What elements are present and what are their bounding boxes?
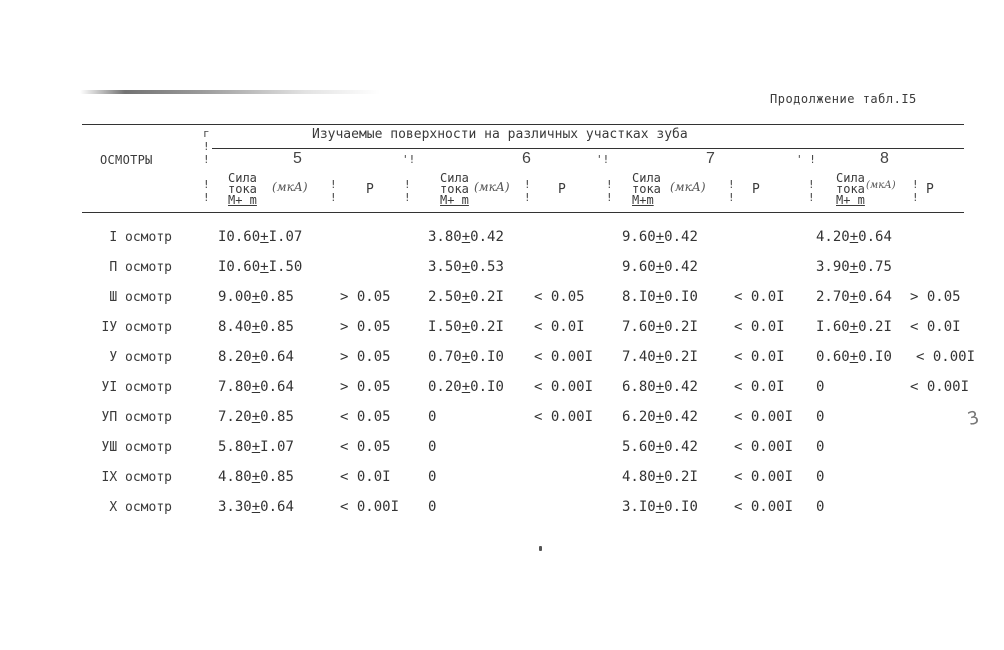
- mean-value: 0: [428, 469, 437, 485]
- plus-minus-sign: +: [251, 319, 261, 335]
- p-value-cell: < 0.0I: [734, 289, 785, 305]
- mean-value: 4.20: [816, 229, 850, 245]
- column-separator-tick: ' !: [796, 153, 816, 166]
- mean-value: 3.80: [428, 229, 462, 245]
- current-value-cell: [218, 349, 294, 365]
- plus-minus-sign: +: [461, 229, 471, 245]
- error-value: 0.64: [858, 289, 892, 305]
- error-value: 0.2I: [664, 349, 698, 365]
- current-value-cell: [428, 379, 504, 395]
- column-separator-tick: !: [808, 191, 815, 204]
- plus-minus-sign: +: [251, 379, 261, 395]
- p-value-cell: < 0.00I: [534, 379, 594, 395]
- mean-value: 9.60: [622, 259, 656, 275]
- mean-value: 0: [816, 469, 825, 485]
- plus-minus-sign: +: [849, 229, 859, 245]
- current-value-cell: [428, 259, 504, 275]
- mean-value: 5.80: [218, 439, 252, 455]
- p-value-cell: < 0.00I: [534, 349, 594, 365]
- exam-label: У осмотр: [109, 350, 172, 365]
- current-value-cell: [816, 349, 892, 365]
- plus-minus-sign: +: [655, 349, 665, 365]
- scan-smudge-line: [80, 90, 380, 94]
- mean-value: 3.90: [816, 259, 850, 275]
- error-value: 0.2I: [664, 469, 698, 485]
- error-value: 0.I0: [664, 499, 698, 515]
- mean-value: 0.60: [816, 349, 850, 365]
- error-value: 0.2I: [664, 319, 698, 335]
- mean-value: 8.I0: [622, 289, 656, 305]
- exam-label: I осмотр: [109, 230, 172, 245]
- mean-value: 9.60: [622, 229, 656, 245]
- column-separator-tick: !: [728, 178, 735, 191]
- p-label-section-6: Р: [558, 182, 566, 197]
- mean-value: 7.80: [218, 379, 252, 395]
- unit-annotation-section-7: (мкА): [670, 180, 706, 194]
- p-value-cell: < 0.00I: [734, 469, 794, 485]
- column-separator-tick: '!: [402, 153, 416, 166]
- current-value-cell: [816, 469, 824, 485]
- current-value-cell: [622, 409, 698, 425]
- p-label-section-7: Р: [752, 182, 760, 197]
- column-separator-tick: !: [912, 191, 919, 204]
- error-value: 0.64: [260, 349, 294, 365]
- mean-value: 6.20: [622, 409, 656, 425]
- column-separator-tick: !: [404, 178, 411, 191]
- p-value-cell: < 0.0I: [910, 319, 961, 335]
- column-separator-tick: !: [728, 191, 735, 204]
- mean-value: 2.70: [816, 289, 850, 305]
- surfaces-title: Изучаемые поверхности на различных участках зуба: [312, 127, 688, 142]
- error-value: 0.I0: [664, 289, 698, 305]
- force-label-line2: тока: [632, 182, 661, 196]
- p-value-cell: < 0.00I: [916, 349, 976, 365]
- current-value-cell: [816, 289, 892, 305]
- mean-value: 0.70: [428, 349, 462, 365]
- p-value-cell: < 0.00I: [734, 409, 794, 425]
- margin-handwritten-mark: 3: [965, 406, 982, 431]
- mean-value: 0: [816, 499, 825, 515]
- table-subheader-rule: [212, 148, 964, 149]
- exam-label: УШ осмотр: [101, 440, 172, 455]
- current-value-cell: [622, 319, 698, 335]
- mean-value: 8.40: [218, 319, 252, 335]
- error-value: 0.85: [260, 319, 294, 335]
- mean-value: 0.20: [428, 379, 462, 395]
- current-value-cell: [816, 319, 892, 335]
- error-value: 0.85: [260, 409, 294, 425]
- force-label-line1: Сила: [228, 171, 257, 185]
- current-value-cell: [816, 499, 824, 515]
- plus-minus-sign: +: [849, 349, 859, 365]
- current-value-cell: [218, 259, 302, 275]
- plus-minus-sign: +: [260, 229, 269, 245]
- mean-value: 5.60: [622, 439, 656, 455]
- plus-minus-sign: +: [461, 379, 471, 395]
- mean-value: 3.30: [218, 499, 252, 515]
- mean-value: 0: [428, 439, 437, 455]
- error-value: 0.42: [664, 259, 698, 275]
- mean-value: 0: [428, 499, 437, 515]
- exam-label: УП осмотр: [101, 410, 172, 425]
- p-label-section-8: Р: [926, 182, 934, 197]
- current-value-cell: [218, 229, 302, 245]
- scan-speck: [539, 546, 542, 551]
- table-top-rule: [82, 124, 964, 125]
- plus-minus-sign: +: [461, 319, 471, 335]
- current-value-cell: [816, 229, 892, 245]
- current-value-cell: [218, 409, 294, 425]
- p-value-cell: < 0.0I: [340, 469, 391, 485]
- p-value-cell: < 0.00I: [734, 439, 794, 455]
- exam-label: IУ осмотр: [101, 320, 172, 335]
- mean-value: 0: [428, 409, 437, 425]
- force-label-line2: тока: [228, 182, 257, 196]
- plus-minus-sign: +: [251, 439, 261, 455]
- p-value-cell: > 0.05: [910, 289, 961, 305]
- error-value: 0.I0: [858, 349, 892, 365]
- force-label-section-7: [632, 173, 661, 206]
- current-value-cell: [816, 409, 824, 425]
- error-value: 0.42: [664, 439, 698, 455]
- column-separator-tick: !: [203, 140, 210, 153]
- section-number-6: 6: [522, 150, 531, 167]
- force-label-line3: M+ m: [440, 193, 469, 207]
- unit-annotation-section-6: (мкА): [474, 180, 510, 194]
- mean-value: 3.50: [428, 259, 462, 275]
- p-value-cell: < 0.05: [340, 409, 391, 425]
- current-value-cell: [428, 439, 436, 455]
- force-label-line3: M+ m: [228, 193, 257, 207]
- table-continuation-label: Продолжение табл.I5: [770, 92, 917, 106]
- current-value-cell: [622, 289, 698, 305]
- mean-value: 7.20: [218, 409, 252, 425]
- error-value: 0.64: [260, 379, 294, 395]
- error-value: I.07: [260, 439, 294, 455]
- plus-minus-sign: +: [655, 379, 665, 395]
- column-separator-tick: !: [203, 191, 210, 204]
- current-value-cell: [218, 469, 294, 485]
- mean-value: 9.00: [218, 289, 252, 305]
- exam-label: П осмотр: [109, 260, 172, 275]
- force-label-line1: Сила: [632, 171, 661, 185]
- plus-minus-sign: +: [251, 409, 261, 425]
- error-value: 0.53: [470, 259, 504, 275]
- current-value-cell: [218, 379, 294, 395]
- p-value-cell: < 0.0I: [734, 319, 785, 335]
- error-value: 0.2I: [470, 289, 504, 305]
- plus-minus-sign: +: [655, 289, 665, 305]
- current-value-cell: [816, 439, 824, 455]
- p-value-cell: < 0.0I: [734, 349, 785, 365]
- column-separator-tick: '!: [596, 153, 610, 166]
- current-value-cell: [816, 379, 824, 395]
- p-value-cell: < 0.00I: [534, 409, 594, 425]
- error-value: 0.64: [260, 499, 294, 515]
- current-value-cell: [428, 289, 504, 305]
- error-value: 0.42: [470, 229, 504, 245]
- mean-value: 4.80: [622, 469, 656, 485]
- exam-label: IX осмотр: [101, 470, 172, 485]
- table-header-bottom-rule: [82, 212, 964, 213]
- current-value-cell: [218, 499, 294, 515]
- plus-minus-sign: +: [655, 319, 665, 335]
- plus-minus-sign: +: [655, 409, 665, 425]
- plus-minus-sign: +: [655, 229, 665, 245]
- p-value-cell: > 0.05: [340, 379, 391, 395]
- p-value-cell: < 0.00I: [340, 499, 400, 515]
- current-value-cell: [622, 439, 698, 455]
- error-value: 0.I0: [470, 379, 504, 395]
- plus-minus-sign: +: [251, 349, 261, 365]
- mean-value: I0.60: [218, 229, 261, 245]
- current-value-cell: [428, 319, 504, 335]
- mean-value: I.60: [816, 319, 850, 335]
- plus-minus-sign: +: [461, 259, 471, 275]
- p-value-cell: < 0.0I: [734, 379, 785, 395]
- column-separator-tick: !: [404, 191, 411, 204]
- mean-value: I.50: [428, 319, 462, 335]
- current-value-cell: [622, 499, 698, 515]
- plus-minus-sign: +: [849, 289, 859, 305]
- plus-minus-sign: +: [461, 349, 471, 365]
- current-value-cell: [622, 349, 698, 365]
- mean-value: 7.60: [622, 319, 656, 335]
- error-value: 0.75: [858, 259, 892, 275]
- current-value-cell: [816, 259, 892, 275]
- column-separator-tick: !: [606, 178, 613, 191]
- row-header-exams: ОСМОТРЫ: [100, 153, 153, 167]
- error-value: 0.42: [664, 229, 698, 245]
- plus-minus-sign: +: [655, 499, 665, 515]
- p-value-cell: < 0.0I: [534, 319, 585, 335]
- p-label-section-5: Р: [366, 182, 374, 197]
- current-value-cell: [218, 439, 294, 455]
- plus-minus-sign: +: [260, 259, 269, 275]
- error-value: 0.2I: [858, 319, 892, 335]
- force-label-line1: Сила: [440, 171, 469, 185]
- current-value-cell: [428, 229, 504, 245]
- mean-value: 0: [816, 409, 825, 425]
- error-value: 0.I0: [470, 349, 504, 365]
- current-value-cell: [218, 319, 294, 335]
- unit-annotation-section-8: (мкА): [866, 180, 896, 191]
- current-value-cell: [428, 409, 436, 425]
- mean-value: 4.80: [218, 469, 252, 485]
- section-number-8: 8: [880, 150, 889, 167]
- column-separator-tick: !: [524, 191, 531, 204]
- p-value-cell: < 0.05: [340, 439, 391, 455]
- error-value: I.07: [268, 229, 303, 245]
- force-label-line2: тока: [440, 182, 469, 196]
- current-value-cell: [428, 499, 436, 515]
- current-value-cell: [622, 259, 698, 275]
- error-value: 0.85: [260, 289, 294, 305]
- plus-minus-sign: +: [849, 319, 859, 335]
- force-label-line2: тока: [836, 182, 865, 196]
- column-separator-tick: !: [808, 178, 815, 191]
- plus-minus-sign: +: [251, 289, 261, 305]
- force-label-line1: Сила: [836, 171, 865, 185]
- p-value-cell: > 0.05: [340, 349, 391, 365]
- column-separator-tick: !: [606, 191, 613, 204]
- mean-value: 3.I0: [622, 499, 656, 515]
- mean-value: 6.80: [622, 379, 656, 395]
- mean-value: I0.60: [218, 259, 261, 275]
- plus-minus-sign: +: [655, 469, 665, 485]
- p-value-cell: < 0.00I: [910, 379, 970, 395]
- mean-value: 0: [816, 379, 825, 395]
- mean-value: 0: [816, 439, 825, 455]
- unit-annotation-section-5: (мкА): [272, 180, 308, 194]
- p-value-cell: < 0.05: [534, 289, 585, 305]
- current-value-cell: [428, 349, 504, 365]
- force-label-section-6: [440, 173, 469, 206]
- error-value: I.50: [268, 259, 303, 275]
- column-separator-tick: г: [203, 127, 210, 140]
- column-separator-tick: !: [330, 178, 337, 191]
- force-label-line3: M+m: [632, 193, 654, 207]
- plus-minus-sign: +: [461, 289, 471, 305]
- current-value-cell: [218, 289, 294, 305]
- plus-minus-sign: +: [251, 499, 261, 515]
- error-value: 0.2I: [470, 319, 504, 335]
- column-separator-tick: !: [203, 153, 210, 166]
- column-separator-tick: !: [524, 178, 531, 191]
- force-label-section-5: [228, 173, 257, 206]
- force-label-line3: M+ m: [836, 193, 865, 207]
- error-value: 0.42: [664, 409, 698, 425]
- force-label-section-8: [836, 173, 865, 206]
- plus-minus-sign: +: [849, 259, 859, 275]
- error-value: 0.64: [858, 229, 892, 245]
- current-value-cell: [622, 469, 698, 485]
- plus-minus-sign: +: [655, 259, 665, 275]
- error-value: 0.42: [664, 379, 698, 395]
- p-value-cell: > 0.05: [340, 319, 391, 335]
- column-separator-tick: !: [330, 191, 337, 204]
- current-value-cell: [428, 469, 436, 485]
- current-value-cell: [622, 379, 698, 395]
- plus-minus-sign: +: [655, 439, 665, 455]
- exam-label: УI осмотр: [101, 380, 172, 395]
- p-value-cell: > 0.05: [340, 289, 391, 305]
- p-value-cell: < 0.00I: [734, 499, 794, 515]
- section-number-5: 5: [293, 150, 302, 167]
- mean-value: 2.50: [428, 289, 462, 305]
- exam-label: Ш осмотр: [109, 290, 172, 305]
- plus-minus-sign: +: [251, 469, 261, 485]
- exam-label: X осмотр: [109, 500, 172, 515]
- mean-value: 7.40: [622, 349, 656, 365]
- section-number-7: 7: [706, 150, 715, 167]
- column-separator-tick: !: [912, 178, 919, 191]
- mean-value: 8.20: [218, 349, 252, 365]
- error-value: 0.85: [260, 469, 294, 485]
- column-separator-tick: !: [203, 178, 210, 191]
- current-value-cell: [622, 229, 698, 245]
